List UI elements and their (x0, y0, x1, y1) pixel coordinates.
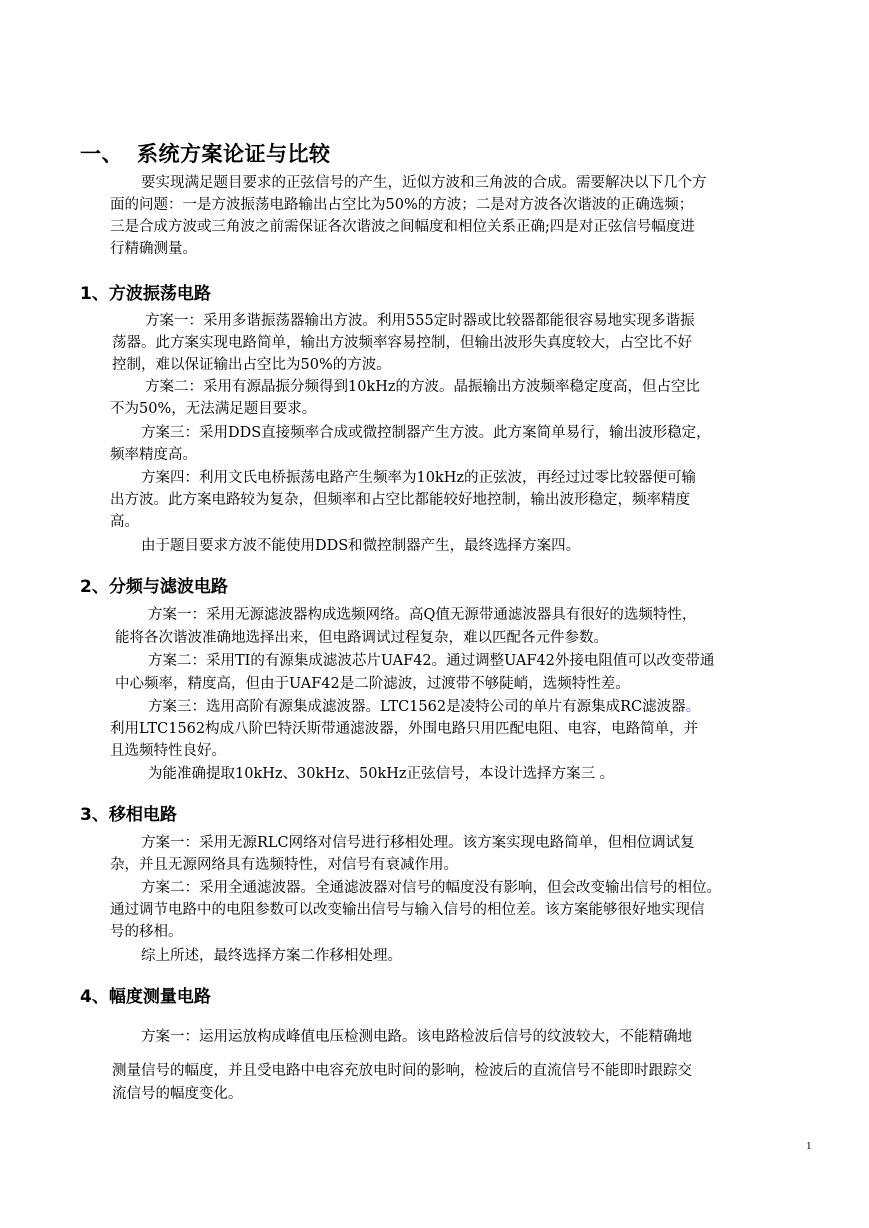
intro-line: 三是合成方波或三角波之前需保证各次谐波之间幅度和相位关系正确;四是对正弦信号幅度进 (110, 219, 695, 235)
paragraph-line: 且选频特性良好。 (110, 743, 226, 759)
paragraph-line (148, 696, 700, 718)
paragraph-line: 方案四：利用文氏电桥振荡电路产生频率为10kHz的正弦波，再经过过零比较器便可输 (141, 470, 697, 486)
paragraph-line: 方案二：采用全通滤波器。全通滤波器对信号的幅度没有影响，但会改变输出信号的相位。 (141, 880, 721, 896)
intro-line: 要实现满足题目要求的正弦信号的产生，近似方波和三角波的合成。需要解决以下几个方 (141, 175, 707, 191)
section-heading-filter: 2、分频与滤波电路 (80, 577, 228, 597)
paragraph-line: 不为50%，无法满足题目要求。 (110, 401, 317, 417)
paragraph-line: 方案一：采用无源RLC网络对信号进行移相处理。该方案实现电路简单，但相位调试复 (141, 835, 695, 851)
paragraph-line: 利用LTC1562构成八阶巴特沃斯带通滤波器，外围电路只用匹配电阻、电容，电路简单，并 (110, 721, 699, 737)
section-heading-square-wave: 1、方波振荡电路 (80, 284, 211, 304)
paragraph-line: 方案三：采用DDS直接频率合成或微控制器产生方波。此方案简单易行，输出波形稳定， (141, 425, 711, 441)
paragraph-line: 方案二：采用TI的有源集成滤波芯片UAF42。通过调整UAF42外接电阻值可以改变带通 (148, 653, 715, 669)
paragraph-line: 方案一：运用运放构成峰值电压检测电路。该电路检波后信号的纹波较大，不能精确地 (141, 1029, 692, 1045)
section-heading-amplitude: 4、幅度测量电路 (80, 987, 211, 1007)
paragraph-line: 流信号的幅度变化。 (112, 1086, 243, 1102)
paragraph-line: 方案一：采用多谐振荡器输出方波。利用555定时器或比较器都能很容易地实现多谐振 (145, 313, 695, 329)
page-number: 1 (806, 1140, 812, 1152)
paragraph-line: 出方波。此方案电路较为复杂，但频率和占空比都能较好地控制，输出波形稳定，频率精度 (110, 492, 690, 508)
paragraph-line: 能将各次谐波准确地选择出来，但电路调试过程复杂，难以匹配各元件参数。 (115, 630, 608, 646)
paragraph-line: 号的移相。 (110, 924, 183, 940)
paragraph-line: 荡器。此方案实现电路简单，输出方波频率容易控制，但输出波形失真度较大，占空比不好 (112, 335, 692, 351)
paragraph-line: 方案一：采用无源滤波器构成选频网络。高Q值无源带通滤波器具有很好的选频特性， (148, 607, 697, 623)
paragraph-line: 控制，难以保证输出占空比为50%的方波。 (112, 357, 391, 373)
paragraph-line: 杂，并且无源网络具有选频特性，对信号有衰减作用。 (110, 857, 458, 873)
intro-line: 行精确测量。 (110, 241, 197, 257)
colored-period: 。 (685, 699, 701, 715)
heading-number: 一、 (80, 142, 123, 166)
section-heading-phase-shift: 3、移相电路 (80, 805, 177, 825)
paragraph-line: 由于题目要求方波不能使用DDS和微控制器产生，最终选择方案四。 (141, 538, 581, 554)
paragraph-line: 测量信号的幅度，并且受电路中电容充放电时间的影响，检波后的直流信号不能即时跟踪交 (112, 1063, 692, 1079)
paragraph-line: 中心频率，精度高，但由于UAF42是二阶滤波，过渡带不够陡峭，选频特性差。 (115, 676, 630, 692)
heading-title: 系统方案论证与比较 (137, 142, 331, 166)
paragraph-line: 高。 (110, 514, 139, 530)
paragraph-line: 方案二：采用有源晶振分频得到10kHz的方波。晶振输出方波频率稳定度高，但占空比 (145, 379, 701, 395)
section-heading-main (80, 138, 331, 168)
paragraph-text: 方案三：选用高阶有源集成滤波器。LTC1562是凌特公司的单片有源集成RC滤波器 (148, 699, 686, 715)
paragraph-line: 通过调节电路中的电阻参数可以改变输出信号与输入信号的相位差。该方案能够很好地实现信 (110, 902, 705, 918)
paragraph-line: 频率精度高。 (110, 447, 197, 463)
intro-line: 面的问题：一是方波振荡电路输出占空比为50%的方波；二是对方波各次谐波的正确选频； (110, 197, 694, 213)
paragraph-line: 为能准确提取10kHz、30kHz、50kHz正弦信号，本设计选择方案三 。 (148, 766, 615, 782)
paragraph-line: 综上所述，最终选择方案二作移相处理。 (141, 948, 402, 964)
